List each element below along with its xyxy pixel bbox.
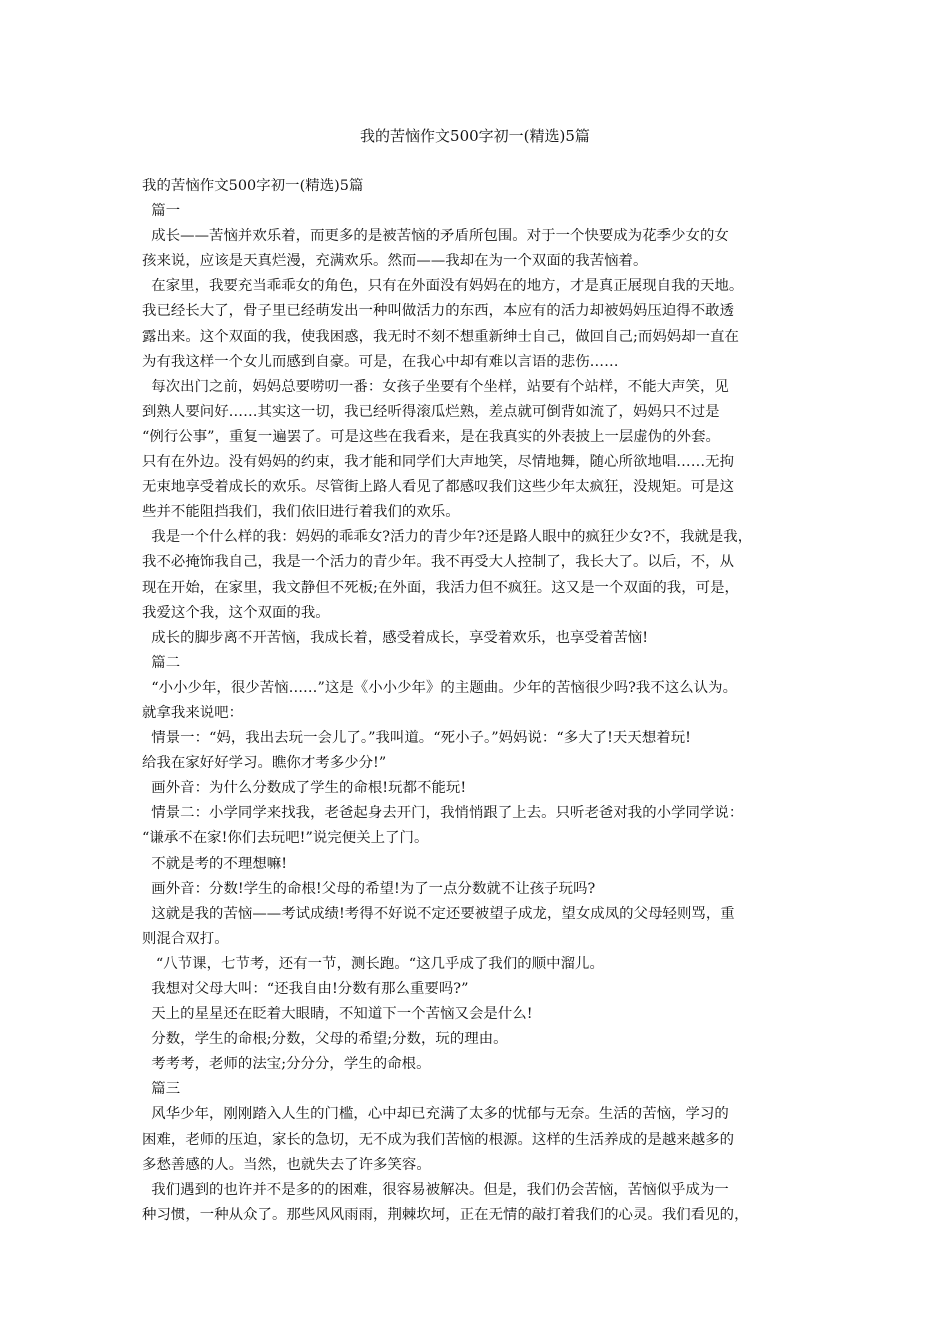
text-line: 每次出门之前，妈妈总要唠叨一番：女孩子坐要有个坐样，站要有个站样，不能大声笑，见 (142, 378, 729, 395)
text-line: 这就是我的苦恼——考试成绩!考得不好说不定还要被望子成龙，望女成凤的父母轻则骂，重 (142, 905, 735, 922)
text-line: 我已经长大了，骨子里已经萌发出一种叫做活力的东西，本应有的活力却被妈妈压迫得不敢透 (142, 303, 735, 320)
text-line: 在家里，我要充当乖乖女的角色，只有在外面没有妈妈在的地方，才是真正展现自我的天地。 (142, 278, 744, 295)
text-line: 成长——苦恼并欢乐着，而更多的是被苦恼的矛盾所包围。对于一个快要成为花季少女的女 (142, 228, 729, 245)
document-title: 我的苦恼作文500字初一(精选)5篇 (142, 178, 364, 194)
text-line: 分数，学生的命根;分数，父母的希望;分数，玩的理由。 (142, 1031, 508, 1048)
text-line: 情景二：小学同学来找我，老爸起身去开门，我悄悄跟了上去。只听老爸对我的小学同学说： (142, 805, 744, 822)
text-line: 无束地享受着成长的欢乐。尽管街上路人看见了都感叹我们这些少年太疯狂，没规矩。可是这 (142, 479, 735, 496)
text-line: 为有我这样一个女儿而感到自豪。可是，在我心中却有难以言语的悲伤…… (142, 353, 619, 370)
text-line: 天上的星星还在眨着大眼睛，不知道下一个苦恼又会是什么! (142, 1006, 533, 1023)
text-line: 多愁善感的人。当然，也就失去了许多笑容。 (142, 1156, 431, 1173)
text-line: 我是一个什么样的我：妈妈的乖乖女?活力的青少年?还是路人眼中的疯狂少女?不，我就是我， (142, 529, 753, 546)
text-line: 到熟人要问好……其实这一切，我已经听得滚瓜烂熟，差点就可倒背如流了，妈妈只不过是 (142, 403, 720, 420)
text-line: “小小少年，很少苦恼……”这是《小小少年》的主题曲。少年的苦恼很少吗?我不这么认为。 (142, 679, 738, 696)
text-line: 画外音：为什么分数成了学生的命根!玩都不能玩! (142, 780, 467, 797)
page-header-title: 我的苦恼作文500字初一(精选)5篇 (360, 127, 590, 145)
text-line: 露出来。这个双面的我，使我困惑，我无时不刻不想重新绅士自己，做回自己;而妈妈却一直在 (142, 328, 739, 345)
text-line: 我爱这个我，这个双面的我。 (142, 604, 330, 621)
section-heading: 篇二 (142, 654, 181, 671)
text-line: 给我在家好好学习。瞧你才考多少分!” (142, 755, 387, 772)
text-line: 情景一：“妈，我出去玩一会儿了。”我叫道。“死小子。”妈妈说：“多大了!天天想着玩! (142, 730, 691, 747)
paragraph-lines (142, 199, 832, 1228)
text-line: 我想对父母大叫：“还我自由!分数有那么重要吗?” (142, 981, 469, 997)
section-heading: 篇一 (142, 203, 181, 220)
text-line: 种习惯，一种从众了。那些风风雨雨，荆棘坎坷，正在无情的敲打着我们的心灵。我们看见的， (142, 1206, 749, 1223)
text-line: 困难，老师的压迫，家长的急切，无不成为我们苦恼的根源。这样的生活养成的是越来越多的 (142, 1131, 735, 1148)
text-line: 考考考，老师的法宝;分分分，学生的命根。 (142, 1056, 431, 1073)
text-line: 则混合双打。 (142, 930, 229, 947)
text-line: 不就是考的不理想嘛! (142, 855, 288, 872)
text-line: 现在开始，在家里，我文静但不死板;在外面，我活力但不疯狂。这又是一个双面的我，可是， (142, 579, 739, 596)
text-line: 我们遇到的也许并不是多的的困难，很容易被解决。但是，我们仍会苦恼，苦恼似乎成为一 (142, 1181, 729, 1198)
text-line: 风华少年，刚刚踏入人生的门槛，心中却已充满了太多的忧郁与无奈。生活的苦恼，学习的 (142, 1106, 729, 1123)
text-line: 就拿我来说吧： (142, 704, 244, 721)
text-line: 些并不能阻挡我们，我们依旧进行着我们的欢乐。 (142, 504, 460, 521)
text-line: “例行公事”，重复一遍罢了。可是这些在我看来，是在我真实的外表披上一层虚伪的外套。 (142, 428, 721, 445)
text-line: “八节课，七节考，还有一节，测长跑。“这几乎成了我们的顺中溜儿。 (142, 955, 604, 972)
section-heading: 篇三 (142, 1081, 181, 1098)
text-line: 我不必掩饰我自己，我是一个活力的青少年。我不再受大人控制了，我长大了。以后，不，从 (142, 554, 735, 571)
text-line: 画外音：分数!学生的命根!父母的希望!为了一点分数就不让孩子玩吗? (142, 880, 596, 897)
document-body (142, 174, 832, 1228)
text-line: 孩来说，应该是天真烂漫，充满欢乐。然而——我却在为一个双面的我苦恼着。 (142, 253, 648, 270)
text-line: 只有在外边。没有妈妈的约束，我才能和同学们大声地笑，尽情地舞，随心所欲地唱……无拘 (142, 454, 735, 471)
text-line: 成长的脚步离不开苦恼，我成长着，感受着成长，享受着欢乐，也享受着苦恼! (142, 629, 649, 646)
text-line: “谦承不在家!你们去玩吧!”说完便关上了门。 (142, 830, 429, 847)
